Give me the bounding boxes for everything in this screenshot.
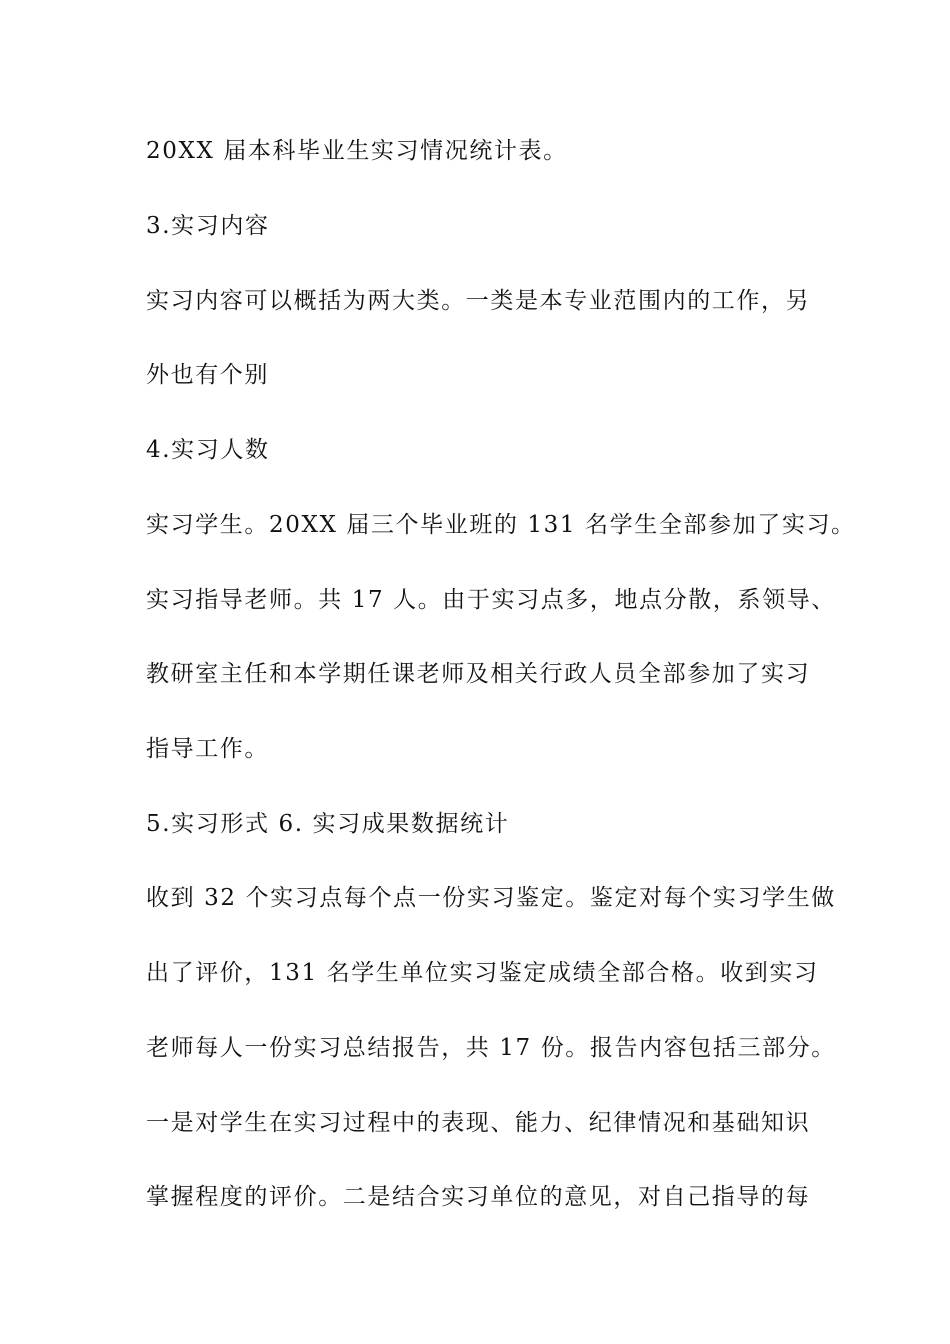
section-heading-form-results: 5.实习形式 6. 实习成果数据统计 [146, 811, 510, 837]
paragraph-line: 实习内容可以概括为两大类。一类是本专业范围内的工作，另 [146, 288, 811, 314]
paragraph-line: 外也有个别 [146, 362, 269, 388]
summary-table-line: 20XX 届本科毕业生实习情况统计表。 [146, 138, 568, 164]
section-heading-content: 3.实习内容 [146, 213, 270, 239]
paragraph-line: 实习学生。20XX 届三个毕业班的 131 名学生全部参加了实习。 [146, 512, 856, 538]
paragraph-line: 一是对学生在实习过程中的表现、能力、纪律情况和基础知识 [146, 1110, 811, 1136]
paragraph-line: 掌握程度的评价。二是结合实习单位的意见，对自己指导的每 [146, 1184, 811, 1210]
paragraph-line: 实习指导老师。共 17 人。由于实习点多，地点分散，系领导、 [146, 587, 836, 613]
paragraph-line: 老师每人一份实习总结报告，共 17 份。报告内容包括三部分。 [146, 1035, 836, 1061]
paragraph-line: 教研室主任和本学期任课老师及相关行政人员全部参加了实习 [146, 661, 811, 687]
paragraph-line: 出了评价，131 名学生单位实习鉴定成绩全部合格。收到实习 [146, 960, 819, 986]
section-heading-count: 4.实习人数 [146, 437, 270, 463]
paragraph-line: 收到 32 个实习点每个点一份实习鉴定。鉴定对每个实习学生做 [146, 885, 836, 911]
paragraph-line: 指导工作。 [146, 736, 269, 762]
